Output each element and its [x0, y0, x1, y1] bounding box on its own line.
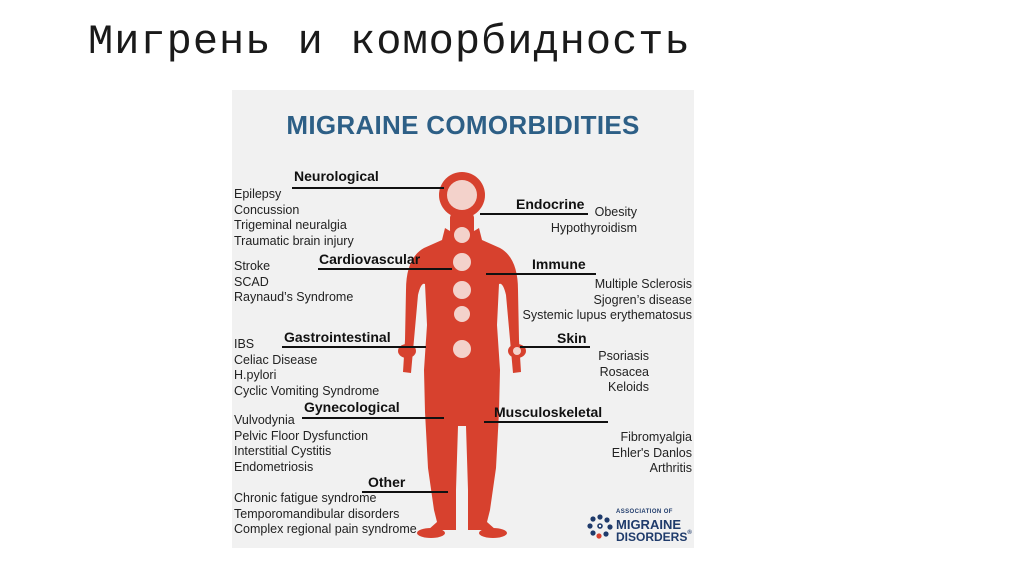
condition-item: Hypothyroidism: [550, 220, 637, 235]
registered-mark: ®: [687, 530, 692, 536]
category-skin: Skin: [557, 330, 587, 346]
condition-item: Rosacea: [599, 364, 649, 379]
slide-title: Мигрень и коморбидность: [88, 18, 691, 66]
condition-item: Ehler's Danlos: [611, 445, 692, 460]
condition-item: H.pylori: [234, 368, 277, 383]
condition-item: Trigeminal neuralgia: [234, 218, 347, 233]
immune-conditions: [522, 277, 692, 324]
condition-item: Endometriosis: [234, 460, 314, 475]
musculoskeletal-conditions: [612, 430, 692, 477]
condition-item: Keloids: [608, 380, 649, 395]
condition-item: Raynaud’s Syndrome: [234, 290, 354, 305]
condition-item: IBS: [234, 337, 255, 351]
upper-abdomen-marker: [453, 281, 471, 299]
condition-item: Obesity: [594, 205, 637, 219]
condition-item: Temporomandibular disorders: [234, 506, 400, 521]
endocrine-conditions: [551, 205, 637, 236]
condition-item: Psoriasis: [598, 349, 649, 363]
category-gastrointestinal: Gastrointestinal: [284, 329, 391, 345]
condition-item: Cyclic Vomiting Syndrome: [234, 384, 380, 399]
logo-line-3-text: DISORDERS: [616, 530, 688, 544]
condition-item: Systemic lupus erythematosus: [522, 308, 692, 323]
condition-item: Fibromyalgia: [620, 430, 692, 444]
condition-item: Concussion: [234, 202, 300, 217]
immune-leader-line: [486, 273, 596, 275]
chest-marker: [453, 253, 471, 271]
category-cardiovascular: Cardiovascular: [319, 251, 421, 267]
musculoskeletal-leader-line: [484, 421, 608, 423]
condition-item: Arthritis: [649, 461, 692, 476]
logo-line-3: [616, 530, 692, 544]
condition-item: Celiac Disease: [234, 352, 318, 367]
amd-logo: [587, 508, 691, 544]
category-immune: Immune: [532, 256, 586, 272]
amd-logo-icon: [587, 513, 613, 539]
infographic-title: MIGRAINE COMORBIDITIES: [286, 110, 640, 140]
neurological-conditions: [234, 187, 354, 250]
condition-item: SCAD: [234, 274, 269, 289]
gastrointestinal-conditions: [234, 337, 379, 400]
condition-item: Sjogren’s disease: [593, 292, 692, 307]
gynecological-conditions: [234, 413, 368, 476]
category-gynecological: Gynecological: [304, 399, 400, 415]
pelvis-marker: [453, 340, 471, 358]
other-conditions: [234, 491, 417, 538]
head-marker: [447, 180, 477, 210]
condition-item: Epilepsy: [234, 187, 282, 201]
comorbidities-infographic: [232, 90, 694, 548]
condition-item: Vulvodynia: [234, 413, 295, 427]
condition-item: Chronic fatigue syndrome: [234, 491, 377, 505]
category-endocrine: Endocrine: [516, 196, 585, 212]
condition-item: Pelvic Floor Dysfunction: [234, 428, 369, 443]
logo-line-2: MIGRAINE: [616, 517, 681, 532]
abdomen-marker: [454, 306, 470, 322]
throat-marker: [454, 227, 470, 243]
category-musculoskeletal: Musculoskeletal: [494, 404, 603, 420]
condition-item: Stroke: [234, 259, 271, 273]
condition-item: Complex regional pain syndrome: [234, 522, 417, 537]
cardiovascular-conditions: [234, 259, 353, 306]
skin-conditions: [598, 349, 649, 396]
condition-item: Traumatic brain injury: [234, 234, 354, 249]
condition-item: Multiple Sclerosis: [594, 277, 692, 291]
condition-item: Interstitial Cystitis: [234, 444, 332, 459]
logo-line-1: ASSOCIATION OF: [616, 509, 673, 515]
skin-leader-line: [520, 346, 590, 348]
category-neurological: Neurological: [294, 168, 379, 184]
hand-marker: [513, 347, 521, 355]
category-other: Other: [368, 474, 406, 490]
